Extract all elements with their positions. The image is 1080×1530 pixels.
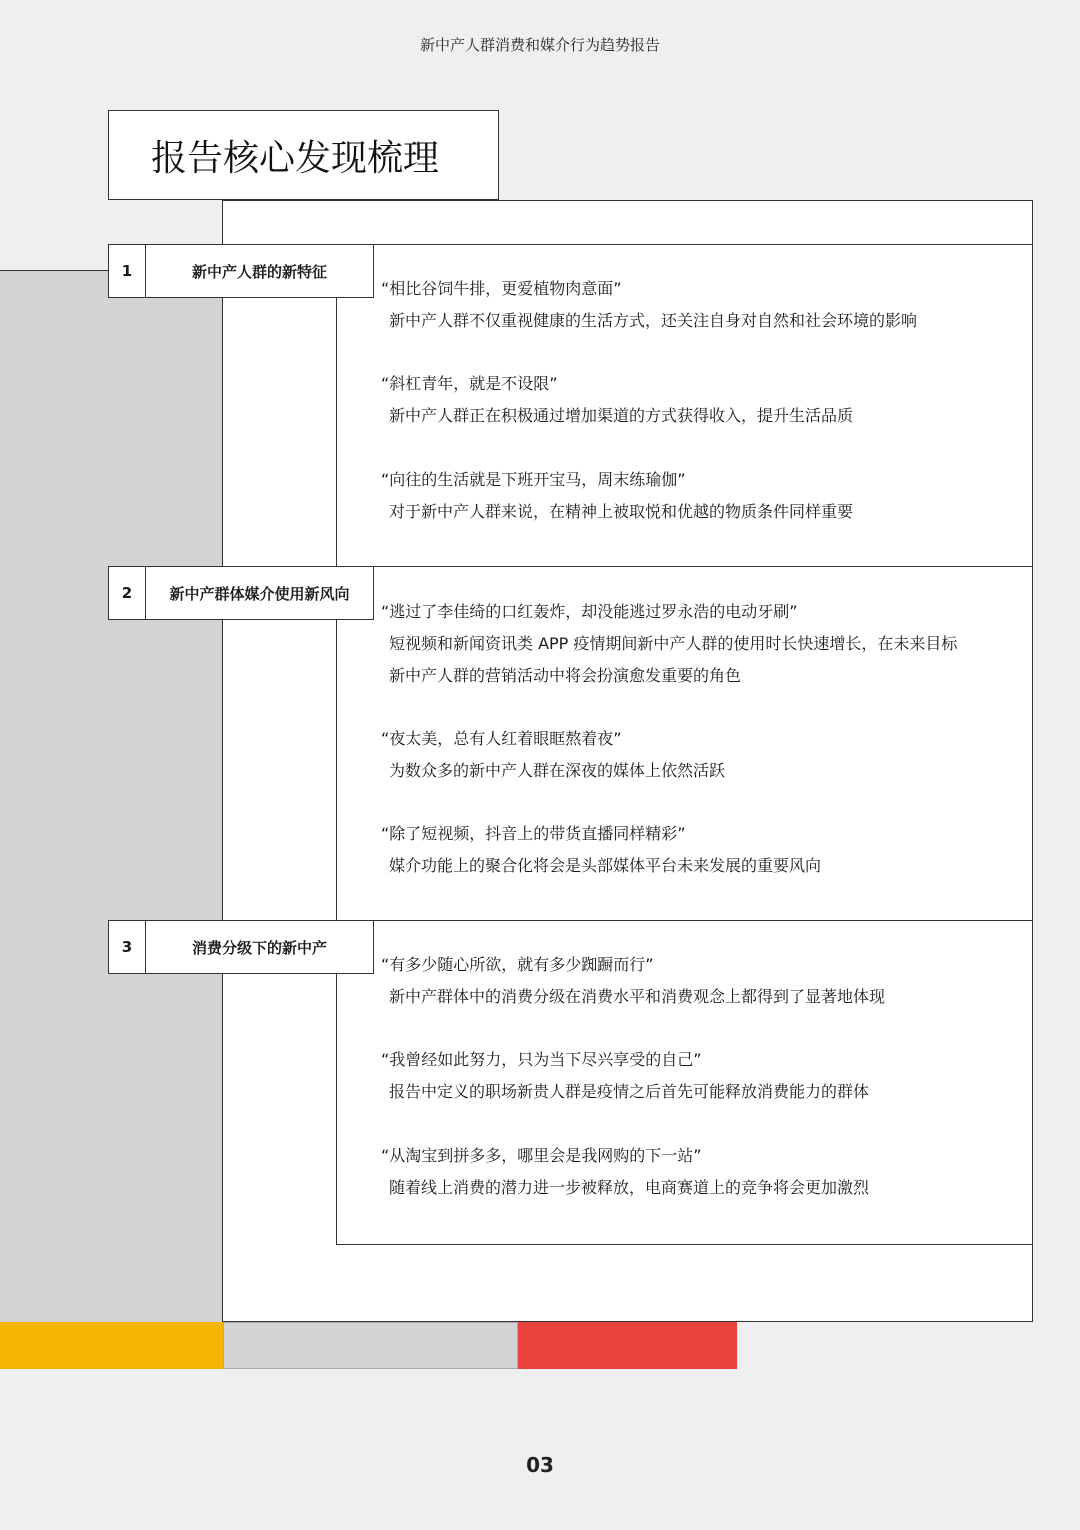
- item-description: 随着线上消费的潜力进一步被释放，电商赛道上的竞争将会更加激烈: [389, 1178, 870, 1197]
- item-description: 短视频和新闻资讯类 APP 疫情期间新中产人群的使用时长快速增长，在未来目标: [389, 634, 958, 653]
- section-2-number: 2: [108, 566, 146, 620]
- section-2-item-1: [381, 596, 958, 692]
- section-1-item-2: [381, 368, 854, 432]
- section-3-label: 消费分级下的新中产: [145, 920, 374, 974]
- item-quote: “逃过了李佳绮的口红轰炸，却没能逃过罗永浩的电动牙刷”: [381, 602, 798, 621]
- item-description-line-2: 新中产人群的营销活动中将会扮演愈发重要的角色: [389, 666, 742, 685]
- section-2-label: 新中产群体媒介使用新风向: [145, 566, 374, 620]
- item-description: 新中产人群不仅重视健康的生活方式，还关注自身对自然和社会环境的影响: [389, 311, 918, 330]
- item-description: 为数众多的新中产人群在深夜的媒体上依然活跃: [389, 761, 726, 780]
- item-description: 新中产人群正在积极通过增加渠道的方式获得收入，提升生活品质: [389, 406, 854, 425]
- item-quote: “向往的生活就是下班开宝马，周末练瑜伽”: [381, 470, 686, 489]
- section-1-item-3: [381, 464, 854, 528]
- section-3-number: 3: [108, 920, 146, 974]
- item-quote: “有多少随心所欲，就有多少踟蹰而行”: [381, 955, 654, 974]
- item-quote: “夜太美，总有人红着眼眶熬着夜”: [381, 729, 622, 748]
- report-header-title: 新中产人群消费和媒介行为趋势报告: [419, 36, 660, 54]
- section-2-item-3: [381, 818, 822, 882]
- section-1-label: 新中产人群的新特征: [145, 244, 374, 298]
- item-description: 媒介功能上的聚合化将会是头部媒体平台未来发展的重要风向: [389, 856, 822, 875]
- page-title: 报告核心发现梳理: [108, 110, 499, 200]
- item-quote: “相比谷饲牛排，更爱植物肉意面”: [381, 279, 622, 298]
- page-number: 03: [526, 1453, 554, 1477]
- item-quote: “除了短视频，抖音上的带货直播同样精彩”: [381, 824, 686, 843]
- gray-color-bar: [223, 1322, 518, 1369]
- section-1-number: 1: [108, 244, 146, 298]
- gray-background-block: [0, 270, 223, 1322]
- item-description: 对于新中产人群来说，在精神上被取悦和优越的物质条件同样重要: [389, 502, 854, 521]
- yellow-color-bar: [0, 1322, 223, 1369]
- item-description: 报告中定义的职场新贵人群是疫情之后首先可能释放消费能力的群体: [389, 1082, 870, 1101]
- section-2-item-2: [381, 723, 726, 787]
- item-description: 新中产群体中的消费分级在消费水平和消费观念上都得到了显著地体现: [389, 987, 886, 1006]
- connector-line: [0, 270, 110, 271]
- item-quote: “从淘宝到拼多多，哪里会是我网购的下一站”: [381, 1146, 702, 1165]
- item-quote: “我曾经如此努力，只为当下尽兴享受的自己”: [381, 1050, 702, 1069]
- section-3-item-3: [381, 1140, 870, 1204]
- item-quote: “斜杠青年，就是不设限”: [381, 374, 558, 393]
- section-3-item-2: [381, 1044, 870, 1108]
- section-1-item-1: [381, 273, 918, 337]
- section-3-item-1: [381, 949, 886, 1013]
- red-color-bar: [518, 1322, 737, 1369]
